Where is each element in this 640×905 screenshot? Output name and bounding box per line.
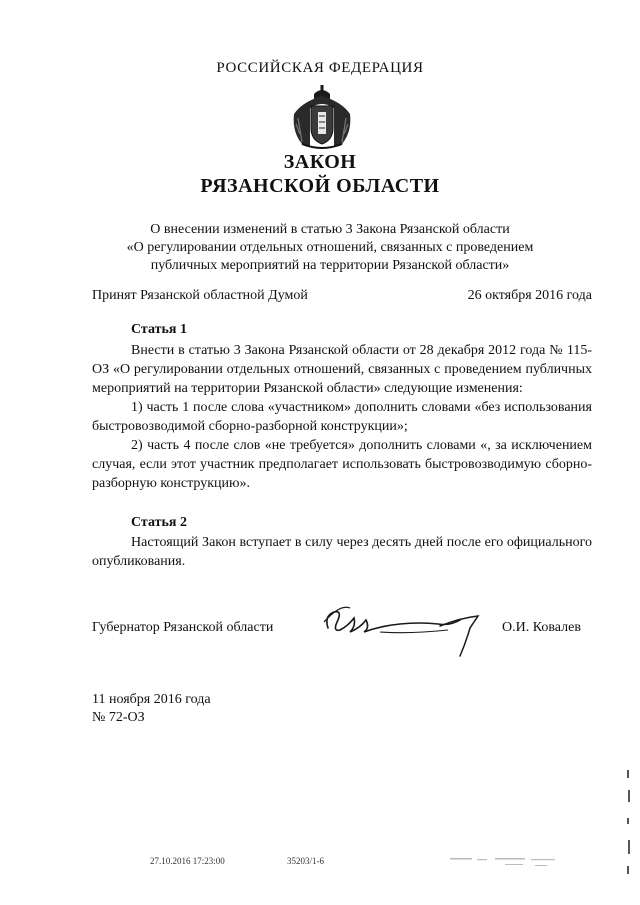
governor-name: О.И. Ковалев bbox=[502, 620, 581, 635]
law-title-line1: ЗАКОН bbox=[283, 151, 357, 173]
scan-edge-mark bbox=[625, 770, 633, 880]
adoption-line bbox=[92, 288, 592, 304]
law-subject bbox=[100, 221, 560, 275]
footer-code: 35203/1-6 bbox=[287, 856, 324, 866]
article-1-intro: Внести в статью 3 Закона Рязанской области от 28 декабря 2012 года № 115-ОЗ «О регулировании отдельных отношений, связанных с проведением публичных мероприятий на территории Рязанской области» следующие изменения: bbox=[92, 343, 592, 396]
article-1-body bbox=[92, 341, 592, 493]
law-title-line2: РЯЗАНСКОЙ ОБЛАСТИ bbox=[200, 175, 440, 197]
article-2-text: Настоящий Закон вступает в силу через десять дней после его официального опубликования. bbox=[92, 535, 592, 569]
article-1-item-2: 2) часть 4 после слов «не требуется» дополнить словами «, за исключением случая, если этот участник предполагает использовать быстровозводимую сборно-разборную конструкцию». bbox=[92, 438, 592, 491]
article-1-item-1: 1) часть 1 после слова «участником» дополнить словами «без использования быстровозводимой сборно-разборной конструкции»; bbox=[92, 400, 592, 434]
subject-line2: «О регулировании отдельных отношений, связанных с проведением bbox=[126, 240, 534, 255]
adopted-date: 26 октября 2016 года bbox=[467, 288, 592, 303]
subject-line3: публичных мероприятий на территории Рязанской области» bbox=[150, 258, 510, 273]
law-number: № 72-ОЗ bbox=[92, 710, 145, 725]
footer-timestamp: 27.10.2016 17:23:00 bbox=[150, 856, 225, 866]
coat-of-arms-emblem bbox=[288, 84, 356, 150]
handwritten-signature bbox=[320, 598, 485, 660]
signing-date: 11 ноября 2016 года bbox=[92, 692, 211, 707]
article-1-heading: Статья 1 bbox=[131, 322, 187, 337]
governor-title: Губернатор Рязанской области bbox=[92, 620, 274, 635]
article-2-heading: Статья 2 bbox=[131, 515, 187, 530]
country-header: РОССИЙСКАЯ ФЕДЕРАЦИЯ bbox=[216, 60, 424, 76]
signing-block bbox=[92, 691, 211, 727]
adopted-by: Принят Рязанской областной Думой bbox=[92, 288, 308, 303]
subject-line1: О внесении изменений в статью 3 Закона Рязанской области bbox=[150, 222, 510, 237]
article-2-body bbox=[92, 533, 592, 571]
scan-noise bbox=[445, 850, 585, 870]
law-title bbox=[0, 150, 640, 198]
